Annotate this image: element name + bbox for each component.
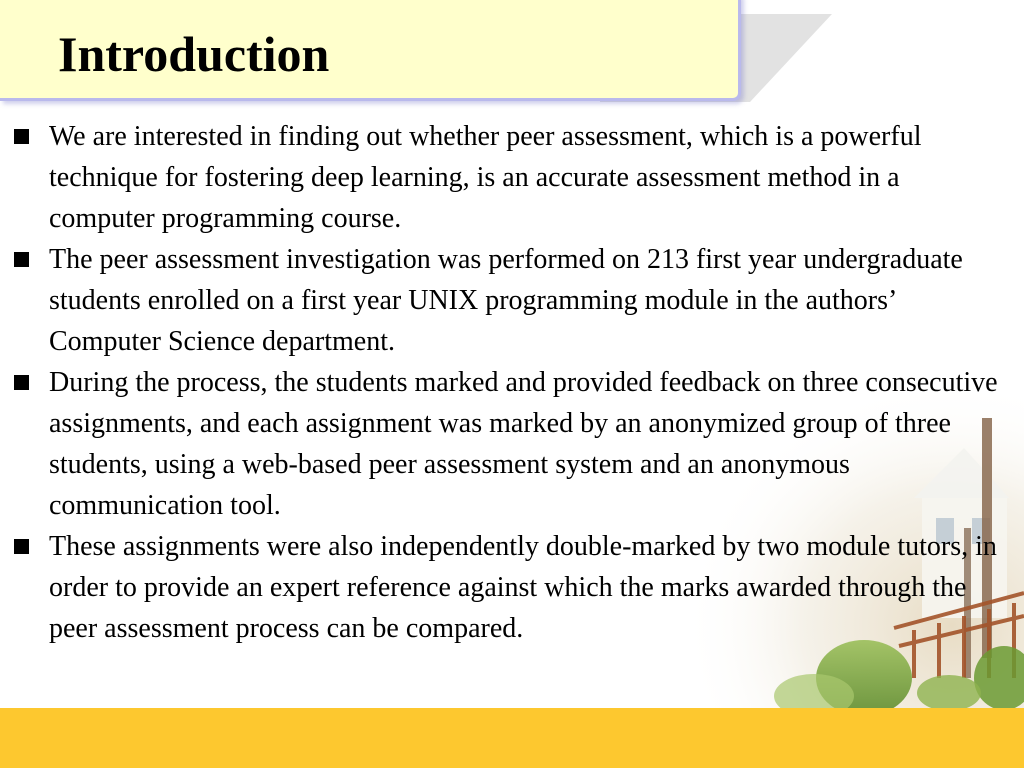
square-bullet-icon <box>14 252 29 267</box>
bullet-text: We are interested in finding out whether peer assessment, which is a powerful technique for fostering deep learning, is an accurate assessment method in a computer programming course. <box>49 121 922 234</box>
bullet-list <box>14 116 1004 649</box>
bullet-item <box>14 362 1004 526</box>
slide-title: Introduction <box>58 26 330 82</box>
bullet-item <box>14 526 1004 649</box>
square-bullet-icon <box>14 539 29 554</box>
bullet-text: These assignments were also independently double-marked by two module tutors, in order to provide an expert reference against which the marks awarded through the peer assessment process can be compared. <box>49 531 997 644</box>
bullet-text: The peer assessment investigation was performed on 213 first year undergraduate students enrolled on a first year UNIX programming module in the authors’ Computer Science department. <box>49 244 963 357</box>
footer-bar <box>0 708 1024 768</box>
bullet-item <box>14 116 1004 239</box>
bullet-item <box>14 239 1004 362</box>
bullet-text: During the process, the students marked and provided feedback on three consecutive assignments, and each assignment was marked by an anonymized group of three students, using a web-based peer assessment system and an anonymous communication tool. <box>49 367 998 521</box>
square-bullet-icon <box>14 375 29 390</box>
square-bullet-icon <box>14 129 29 144</box>
